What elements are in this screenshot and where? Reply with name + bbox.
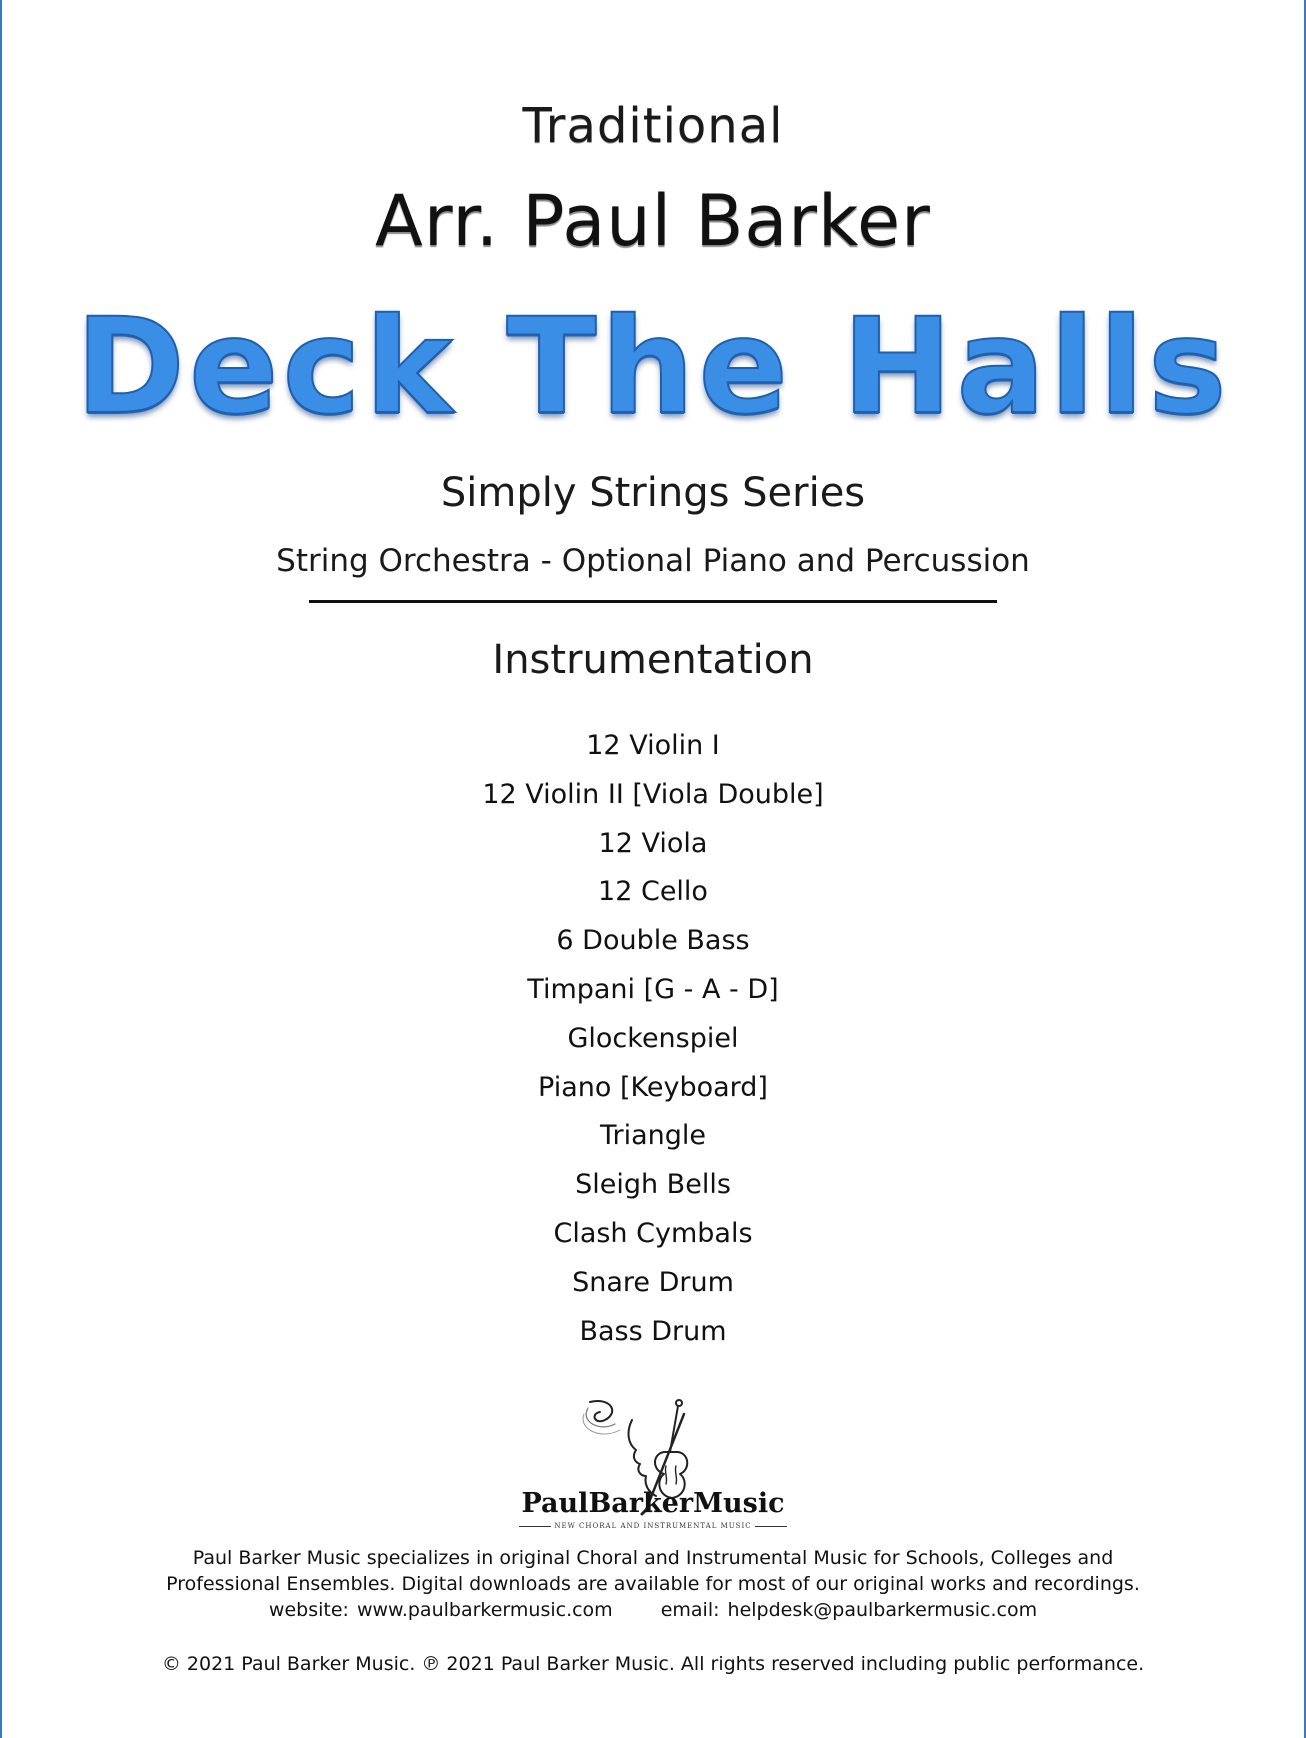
list-item: 6 Double Bass (556, 925, 750, 957)
list-item: Glockenspiel (567, 1022, 739, 1054)
footer-contact (0, 1599, 1306, 1621)
list-item: Sleigh Bells (575, 1169, 731, 1201)
list-item: Bass Drum (579, 1315, 727, 1347)
list-item: Clash Cymbals (553, 1217, 753, 1249)
list-item: Piano [Keyboard] (538, 1071, 768, 1103)
page-title: Deck The Halls (75, 290, 1231, 444)
list-item: Timpani [G - A - D] (527, 973, 779, 1005)
divider (309, 600, 997, 603)
list-item: 12 Viola (598, 827, 708, 859)
instrumentation-heading: Instrumentation (492, 637, 814, 683)
list-item: 12 Cello (598, 876, 708, 908)
ensemble-description: String Orchestra - Optional Piano and Percussion (276, 543, 1030, 579)
footer-description-line-2: Professional Ensembles. Digital downloads are available for most of our original works and recordings. (166, 1573, 1140, 1595)
list-item: 12 Violin II [Viola Double] (482, 778, 824, 810)
arranger: Arr. Paul Barker (375, 180, 931, 262)
logo-tagline-text: NEW CHORAL AND INSTRUMENTAL MUSIC (554, 1522, 752, 1530)
composer: Traditional (522, 98, 784, 154)
footer-description-line-1: Paul Barker Music specializes in original Choral and Instrumental Music for Schools, Colleges and (192, 1547, 1114, 1569)
series-name: Simply Strings Series (440, 470, 866, 516)
website-link[interactable]: website: www.paulbarkermusic.com (268, 1599, 613, 1621)
email-link[interactable]: email: helpdesk@paulbarkermusic.com (660, 1599, 1038, 1621)
list-item: Triangle (599, 1120, 707, 1152)
instrumentation-list (0, 722, 1306, 1356)
list-item: Snare Drum (572, 1266, 734, 1298)
copyright-notice: © 2021 Paul Barker Music. ℗ 2021 Paul Barker Music. All rights reserved including public performance. (161, 1653, 1145, 1675)
logo-name: PaulBarkerMusic (521, 1488, 785, 1519)
list-item: 12 Violin I (586, 730, 720, 761)
logo-tagline (0, 1522, 1306, 1530)
